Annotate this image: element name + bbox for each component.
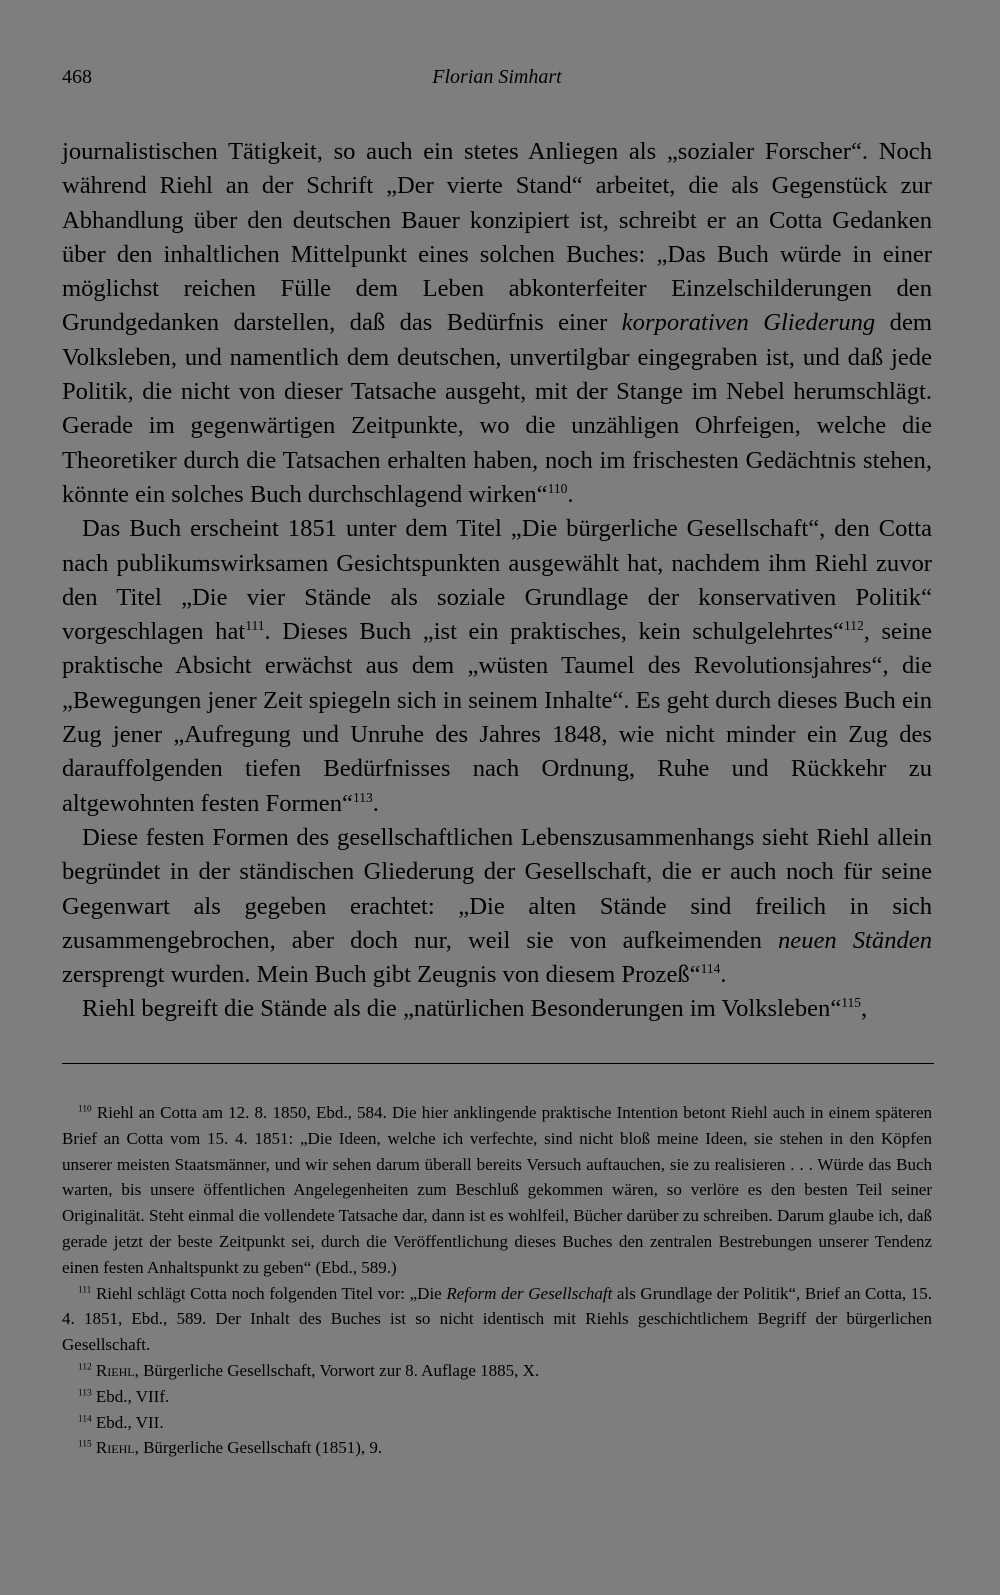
footnote-ref-113[interactable]: 113 [352, 789, 373, 805]
footnote-text: , Bürgerliche Gesellschaft, Vorwort zur 8. Auflage 1885, X. [134, 1360, 540, 1380]
paragraph-2 [62, 512, 932, 821]
paragraph-text: . Dieses Buch „ist ein praktisches, kein schulgelehrtes“ [264, 618, 844, 646]
paragraph-text: . [567, 480, 574, 508]
footnote-number: 112 [78, 1362, 92, 1373]
footnote-111 [62, 1281, 932, 1358]
author-name: Riehl [95, 1438, 135, 1458]
author-name: Riehl [95, 1360, 135, 1380]
footnote-113 [62, 1384, 932, 1410]
footnote-text: Ebd., VII. [91, 1412, 164, 1432]
footnote-ref-110[interactable]: 110 [547, 480, 568, 496]
paragraph-text: dem Volksleben, und namentlich dem deutschen, unvertilgbar eingegraben ist, und daß jede Politik, die nicht von dieser Tatsache ausgeht, mit der Stange im Nebel herumschlägt. Gerade im gegenwärtigen Zeitpunkte, wo die unzähligen Ohrfeigen, welche die Theoretiker durch die Tatsachen erhalten haben, noch im frischesten Gedächtnis stehen, könnte ein solches Buch durchschlagend wirken“ [62, 309, 932, 508]
paragraph-1 [62, 135, 932, 512]
paragraph-text: , [861, 995, 868, 1023]
footnote-text: Ebd., VIIf. [91, 1386, 170, 1406]
footnote-110 [62, 1100, 932, 1281]
footnote-number: 110 [78, 1104, 92, 1115]
emphasis: Reform der Gesellschaft [446, 1283, 613, 1303]
footnote-112 [62, 1358, 932, 1384]
main-text [62, 135, 932, 1027]
emphasis: korporativen Gliederung [621, 309, 876, 337]
paragraph-text: zersprengt wurden. Mein Buch gibt Zeugnis von diesem Prozeß“ [62, 961, 701, 989]
emphasis: neuen Ständen [778, 926, 932, 954]
footnote-number: 111 [78, 1284, 92, 1295]
footnote-ref-112[interactable]: 112 [843, 617, 864, 633]
footnote-115 [62, 1435, 932, 1461]
footnote-114 [62, 1410, 932, 1436]
paragraph-text: , seine praktische Absicht erwächst aus dem „wüsten Taumel des Revolutionsjahres“, die „Bewegungen jener Zeit spiegeln sich in seinem Inhalte“. Es geht durch dieses Buch ein Zug jener „Aufregung und Unruhe des Jahres 1848, wie nicht minder ein Zug des darauffolgenden tiefen Bedürfnisses nach Ordnung, Ruhe und Rückkehr zu altgewohnten festen Formen“ [62, 618, 932, 817]
footnote-text: als Grundlage der Politik“, Brief an Cotta, 15. 4. 1851, Ebd., 589. Der Inhalt des Buches ist so nicht identisch mit Riehls geschichtlichem Begriff der bürgerlichen Gesellschaft. [62, 1283, 932, 1355]
footnote-text: Riehl schlägt Cotta noch folgenden Titel vor: „Die [91, 1283, 447, 1303]
running-title: Florian Simhart [432, 66, 562, 88]
paragraph-text: Das Buch erscheint 1851 unter dem Titel „Die bürgerliche Gesellschaft“, den Cotta nach publikumswirksamen Gesichtspunkten ausgewählt hat, nachdem ihm Riehl zuvor den Titel „Die vier Stände als soziale Grundlage der konservativen Politik“ vorgeschlagen hat [62, 515, 932, 646]
paragraph-text: journalistischen Tätigkeit, so auch ein stetes Anliegen als „sozialer Forscher“. Noch während Riehl an der Schrift „Der vierte Stand“ arbeitet, die als Gegenstück zur Abhandlung über den deutschen Bauer konzipiert ist, schreibt er an Cotta Gedanken über den inhaltlichen Mittelpunkt eines solchen Buches: „Das Buch würde in einer möglichst reichen Fülle dem Leben abkonterfeiter Einzelschilderungen den Grundgedanken darstellen, daß das Bedürfnis einer [62, 138, 932, 337]
footnote-number: 115 [78, 1439, 92, 1450]
paragraph-4 [62, 992, 932, 1026]
footnote-divider [62, 1063, 934, 1064]
footnote-text: , Bürgerliche Gesellschaft (1851), 9. [134, 1438, 383, 1458]
paragraph-text: Riehl begreift die Stände als die „natürlichen Besonderungen im Volksleben“ [82, 995, 842, 1023]
footnotes [62, 1100, 932, 1461]
paragraph-text: Diese festen Formen des gesellschaftlichen Lebenszusammenhangs sieht Riehl allein begründet in der ständischen Gliederung der Gesellschaft, die er auch noch für seine Gegenwart als gegeben erachtet: „Die alten Stände sind freilich in sich zusammengebrochen, aber doch nur, weil sie von aufkeimenden [62, 823, 932, 954]
page-number: 468 [62, 66, 92, 88]
footnote-ref-114[interactable]: 114 [700, 960, 721, 976]
footnote-ref-115[interactable]: 115 [841, 995, 862, 1011]
footnote-number: 114 [78, 1413, 92, 1424]
paragraph-text: . [720, 961, 727, 989]
footnote-text: Riehl an Cotta am 12. 8. 1850, Ebd., 584. Die hier anklingende praktische Intention betont Riehl auch in einem späteren Brief an Cotta vom 15. 4. 1851: „Die Ideen, welche ich verfechte, sind nicht bloß meine Ideen, sie stehen in den Köpfen unserer meisten Staatsmänner, und wir sehen darum überall bereits Versuch auftauchen, sie zu realisieren . . . Würde das Buch warten, bis unsere öffentlichen Angelegenheiten zum Beschluß gekommen wären, so verlöre es den besten Teil seiner Originalität. Steht einmal die vollendete Tatsache dar, dann ist es wohlfeil, Bücher darüber zu schreiben. Darum glaube ich, daß gerade jetzt der beste Zeitpunkt sei, durch die Veröffentlichung dieses Buches den zentralen Bestrebungen unserer Tendenz einen festen Anhaltspunkt zu geben“ (Ebd., 589.) [62, 1103, 932, 1277]
footnote-ref-111[interactable]: 111 [245, 617, 265, 633]
paragraph-3 [62, 821, 932, 992]
footnote-number: 113 [78, 1388, 92, 1399]
page-header [62, 66, 932, 96]
paragraph-text: . [372, 789, 379, 817]
